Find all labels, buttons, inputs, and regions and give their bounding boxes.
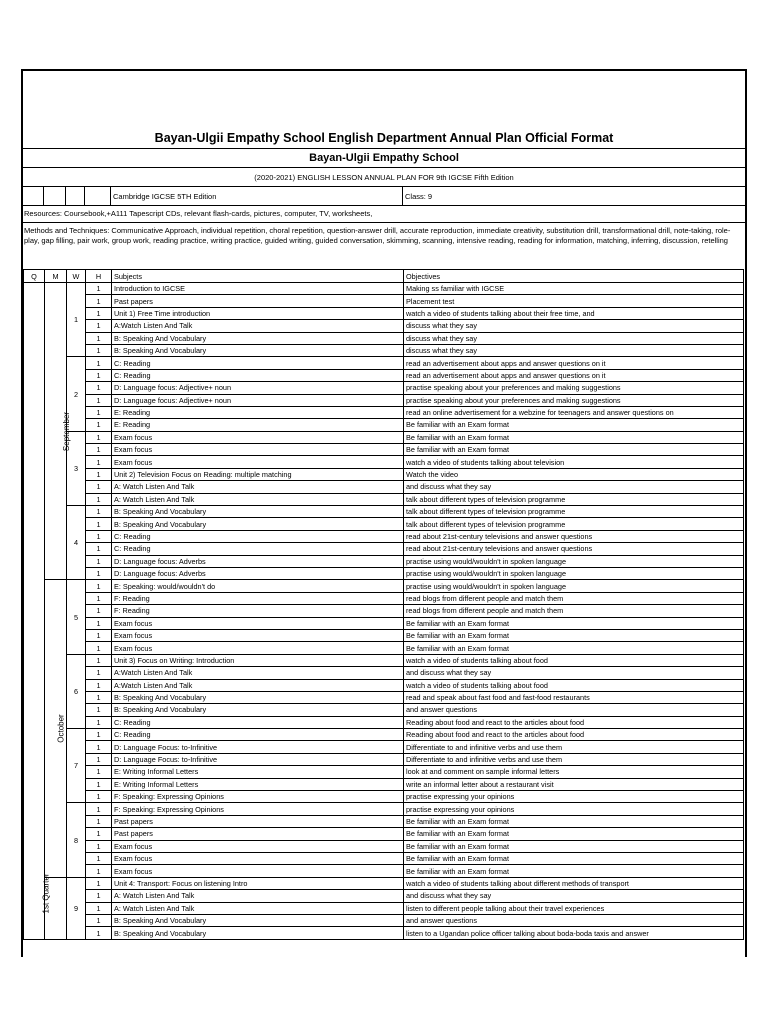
school-name: Bayan-Ulgii Empathy School [309, 152, 459, 164]
table-row [24, 320, 744, 332]
subject-cell: C: Reading [112, 716, 404, 728]
subject-cell: B: Speaking And Vocabulary [112, 704, 404, 716]
hours-cell: 1 [86, 654, 112, 666]
subject-cell: D: Language focus: Adverbs [112, 567, 404, 579]
quarter-label: 1st Quarter [41, 873, 51, 914]
table-row [24, 828, 744, 840]
hours-cell: 1 [86, 493, 112, 505]
table-row [24, 605, 744, 617]
table-row [24, 778, 744, 790]
objective-cell: read about 21st-century televisions and answer questions [404, 543, 744, 555]
table-row [24, 852, 744, 864]
objective-cell: Reading about food and react to the articles about food [404, 716, 744, 728]
subject-cell: D: Language focus: Adjective+ noun [112, 382, 404, 394]
subject-cell: Unit 4: Transport: Focus on listening Intro [112, 877, 404, 889]
month-label: September [62, 411, 72, 451]
hours-cell: 1 [86, 840, 112, 852]
table-row [24, 431, 744, 443]
table-row [24, 753, 744, 765]
header-week: W [67, 270, 86, 283]
table-row [24, 344, 744, 356]
objective-cell: practise using would/wouldn't in spoken language [404, 567, 744, 579]
subject-cell: Unit 1) Free Time introduction [112, 307, 404, 319]
objective-cell: watch a video of students talking about different methods of transport [404, 877, 744, 889]
subject-cell: E: Writing Informal Letters [112, 778, 404, 790]
hours-cell: 1 [86, 369, 112, 381]
hours-cell: 1 [86, 344, 112, 356]
table-row [24, 729, 744, 741]
subject-cell: D: Language Focus: to-Infinitive [112, 741, 404, 753]
objective-cell: Be familiar with an Exam format [404, 431, 744, 443]
annual-plan-table [23, 269, 744, 940]
subject-cell: Exam focus [112, 629, 404, 641]
objective-cell: listen to a Ugandan police officer talking about boda-boda taxis and answer [404, 927, 744, 939]
subject-cell: Exam focus [112, 617, 404, 629]
objective-cell: look at and comment on sample informal letters [404, 766, 744, 778]
table-row [24, 283, 744, 295]
header-quarter: Q [24, 270, 45, 283]
table-row [24, 468, 744, 480]
divider [23, 222, 745, 223]
table-row [24, 642, 744, 654]
objective-cell: Watch the video [404, 468, 744, 480]
subject-cell: Exam focus [112, 456, 404, 468]
objective-cell: read blogs from different people and match them [404, 592, 744, 604]
table-row [24, 295, 744, 307]
objective-cell: Be familiar with an Exam format [404, 617, 744, 629]
subject-cell: D: Language Focus: to-Infinitive [112, 753, 404, 765]
objective-cell: and answer questions [404, 704, 744, 716]
subject-cell: Exam focus [112, 444, 404, 456]
subject-cell: Exam focus [112, 852, 404, 864]
hours-cell: 1 [86, 382, 112, 394]
subject-cell: Unit 2) Television Focus on Reading: multiple matching [112, 468, 404, 480]
table-row [24, 654, 744, 666]
objective-cell: and discuss what they say [404, 481, 744, 493]
table-row [24, 307, 744, 319]
month-cell [45, 580, 67, 877]
objective-cell: read about 21st-century televisions and answer questions [404, 530, 744, 542]
subject-cell: Exam focus [112, 840, 404, 852]
subject-cell: Exam focus [112, 865, 404, 877]
week-cell: 3 [67, 431, 86, 505]
objective-cell: practise speaking about your preferences and making suggestions [404, 382, 744, 394]
hours-cell: 1 [86, 803, 112, 815]
table-row [24, 567, 744, 579]
table-row [24, 555, 744, 567]
objective-cell: read blogs from different people and match them [404, 605, 744, 617]
objective-cell: Be familiar with an Exam format [404, 815, 744, 827]
table-row [24, 481, 744, 493]
table-row [24, 543, 744, 555]
hours-cell: 1 [86, 543, 112, 555]
class-label: Class: 9 [405, 192, 433, 201]
header-objectives: Objectives [404, 270, 744, 283]
objective-cell: Be familiar with an Exam format [404, 444, 744, 456]
hours-cell: 1 [86, 605, 112, 617]
subject-cell: E: Speaking: would/wouldn't do [112, 580, 404, 592]
objective-cell: read and speak about fast food and fast-food restaurants [404, 691, 744, 703]
divider [23, 205, 745, 206]
hours-cell: 1 [86, 481, 112, 493]
grid-line [402, 187, 403, 206]
subject-cell: C: Reading [112, 729, 404, 741]
objective-cell: discuss what they say [404, 320, 744, 332]
objective-cell: Reading about food and react to the articles about food [404, 729, 744, 741]
subject-cell: F: Reading [112, 605, 404, 617]
table-row [24, 332, 744, 344]
subject-cell: B: Speaking And Vocabulary [112, 518, 404, 530]
hours-cell: 1 [86, 431, 112, 443]
objective-cell: practise speaking about your preferences and making suggestions [404, 394, 744, 406]
grid-line [43, 187, 44, 206]
objective-cell: discuss what they say [404, 344, 744, 356]
hours-cell: 1 [86, 406, 112, 418]
header-month: M [45, 270, 67, 283]
header-subjects: Subjects [112, 270, 404, 283]
objective-cell: read an advertisement about apps and answer questions on it [404, 369, 744, 381]
hours-cell: 1 [86, 667, 112, 679]
hours-cell: 1 [86, 914, 112, 926]
objective-cell: Making ss familiar with IGCSE [404, 283, 744, 295]
hours-cell: 1 [86, 815, 112, 827]
grid-line [84, 187, 85, 206]
subject-cell: C: Reading [112, 530, 404, 542]
subject-cell: Exam focus [112, 642, 404, 654]
hours-cell: 1 [86, 877, 112, 889]
table-row [24, 506, 744, 518]
table-row [24, 815, 744, 827]
table-row [24, 890, 744, 902]
table-row [24, 530, 744, 542]
week-cell: 6 [67, 654, 86, 728]
table-row [24, 877, 744, 889]
methods-techniques: Methods and Techniques: Communicative Approach, individual repetition, choral repetition, question-answer drill, accurate reproduction, immediate creativity, substitution drill, transformational drill, note-taking, role-play, gap filling, pair work, group work, reading practice, writing practice, guided writing, guided conversation, skimming, scanning, intensive reading, reading for information, matching, inferring, discussion, retelling [24, 226, 731, 245]
subject-cell: Past papers [112, 815, 404, 827]
subject-cell: Introduction to IGCSE [112, 283, 404, 295]
table-row [24, 357, 744, 369]
subject-cell: B: Speaking And Vocabulary [112, 914, 404, 926]
hours-cell: 1 [86, 580, 112, 592]
month-cell [45, 283, 72, 580]
objective-cell: listen to different people talking about their travel experiences [404, 902, 744, 914]
table-row [24, 716, 744, 728]
objective-cell: and discuss what they say [404, 890, 744, 902]
hours-cell: 1 [86, 865, 112, 877]
objective-cell: Be familiar with an Exam format [404, 852, 744, 864]
plan-period: (2020-2021) ENGLISH LESSON ANNUAL PLAN FOR 9th IGCSE Fifth Edition [254, 173, 514, 182]
hours-cell: 1 [86, 332, 112, 344]
table-row [24, 865, 744, 877]
hours-cell: 1 [86, 394, 112, 406]
hours-cell: 1 [86, 617, 112, 629]
subject-cell: F: Speaking: Expressing Opinions [112, 803, 404, 815]
hours-cell: 1 [86, 679, 112, 691]
subject-cell: Exam focus [112, 431, 404, 443]
table-row [24, 617, 744, 629]
objective-cell: watch a video of students talking about television [404, 456, 744, 468]
table-row [24, 927, 744, 939]
hours-cell: 1 [86, 518, 112, 530]
table-row [24, 629, 744, 641]
hours-cell: 1 [86, 283, 112, 295]
table-row [24, 741, 744, 753]
subject-cell: Past papers [112, 828, 404, 840]
week-cell: 9 [67, 877, 86, 939]
objective-cell: watch a video of students talking about food [404, 679, 744, 691]
subject-cell: F: Speaking: Expressing Opinions [112, 791, 404, 803]
week-cell: 2 [67, 357, 86, 431]
hours-cell: 1 [86, 642, 112, 654]
objective-cell: practise using would/wouldn't in spoken language [404, 555, 744, 567]
objective-cell: Be familiar with an Exam format [404, 865, 744, 877]
hours-cell: 1 [86, 691, 112, 703]
table-row [24, 803, 744, 815]
subject-cell: E: Reading [112, 419, 404, 431]
hours-cell: 1 [86, 506, 112, 518]
objective-cell: read an online advertisement for a webzine for teenagers and answer questions on [404, 406, 744, 418]
hours-cell: 1 [86, 766, 112, 778]
week-cell: 1 [67, 283, 86, 357]
objective-cell: practise expressing your opinions [404, 803, 744, 815]
grid-line [65, 187, 66, 206]
hours-cell: 1 [86, 555, 112, 567]
resources: Resources: Coursebook,+A111 Tapescript CDs, relevant flash-cards, pictures, computer, TV, worksheets, [24, 209, 373, 218]
table-header-row [24, 270, 744, 283]
hours-cell: 1 [86, 530, 112, 542]
subject-cell: A:Watch Listen And Talk [112, 679, 404, 691]
week-cell: 4 [67, 506, 86, 580]
objective-cell: practise expressing your opinions [404, 791, 744, 803]
month-label: October [56, 714, 66, 743]
table-row [24, 766, 744, 778]
objective-cell: Be familiar with an Exam format [404, 828, 744, 840]
subject-cell: B: Speaking And Vocabulary [112, 506, 404, 518]
subject-cell: E: Writing Informal Letters [112, 766, 404, 778]
objective-cell: Be familiar with an Exam format [404, 629, 744, 641]
objective-cell: and discuss what they say [404, 667, 744, 679]
objective-cell: talk about different types of television programme [404, 506, 744, 518]
objective-cell: Differentiate to and infinitive verbs and use them [404, 753, 744, 765]
subject-cell: C: Reading [112, 543, 404, 555]
objective-cell: talk about different types of television programme [404, 493, 744, 505]
week-cell: 5 [67, 580, 86, 654]
table-row [24, 691, 744, 703]
objective-cell: Differentiate to and infinitive verbs and use them [404, 741, 744, 753]
header-hours: H [86, 270, 112, 283]
objective-cell: read an advertisement about apps and answer questions on it [404, 357, 744, 369]
hours-cell: 1 [86, 704, 112, 716]
objective-cell: discuss what they say [404, 332, 744, 344]
hours-cell: 1 [86, 753, 112, 765]
table-row [24, 493, 744, 505]
subject-cell: A: Watch Listen And Talk [112, 481, 404, 493]
hours-cell: 1 [86, 592, 112, 604]
objective-cell: Be familiar with an Exam format [404, 642, 744, 654]
objective-cell: Be familiar with an Exam format [404, 840, 744, 852]
hours-cell: 1 [86, 419, 112, 431]
hours-cell: 1 [86, 456, 112, 468]
subject-cell: Unit 3) Focus on Writing: Introduction [112, 654, 404, 666]
subject-cell: D: Language focus: Adjective+ noun [112, 394, 404, 406]
subject-cell: A:Watch Listen And Talk [112, 667, 404, 679]
hours-cell: 1 [86, 567, 112, 579]
objective-cell: practise using would/wouldn't in spoken language [404, 580, 744, 592]
table-row [24, 667, 744, 679]
subject-cell: Past papers [112, 295, 404, 307]
table-row [24, 592, 744, 604]
subject-cell: B: Speaking And Vocabulary [112, 927, 404, 939]
textbook-edition: Cambridge IGCSE 5TH Edition [113, 192, 217, 201]
table-row [24, 902, 744, 914]
hours-cell: 1 [86, 468, 112, 480]
table-row [24, 382, 744, 394]
quarter-cell [24, 283, 51, 940]
table-row [24, 791, 744, 803]
table-row [24, 704, 744, 716]
subject-cell: E: Reading [112, 406, 404, 418]
subject-cell: C: Reading [112, 369, 404, 381]
table-row [24, 518, 744, 530]
objective-cell: and answer questions [404, 914, 744, 926]
table-row [24, 456, 744, 468]
table-row [24, 580, 744, 592]
table-row [24, 394, 744, 406]
hours-cell: 1 [86, 320, 112, 332]
week-cell: 7 [67, 729, 86, 803]
hours-cell: 1 [86, 791, 112, 803]
subject-cell: A: Watch Listen And Talk [112, 493, 404, 505]
hours-cell: 1 [86, 828, 112, 840]
grid-line [110, 187, 111, 206]
hours-cell: 1 [86, 295, 112, 307]
subject-cell: B: Speaking And Vocabulary [112, 691, 404, 703]
divider [23, 186, 745, 187]
subject-cell: A:Watch Listen And Talk [112, 320, 404, 332]
hours-cell: 1 [86, 444, 112, 456]
week-cell: 8 [67, 803, 86, 877]
objective-cell: watch a video of students talking about their free time, and [404, 307, 744, 319]
table-row [24, 419, 744, 431]
hours-cell: 1 [86, 852, 112, 864]
objective-cell: Placement test [404, 295, 744, 307]
objective-cell: write an informal letter about a restaurant visit [404, 778, 744, 790]
subject-cell: F: Reading [112, 592, 404, 604]
table-row [24, 369, 744, 381]
hours-cell: 1 [86, 741, 112, 753]
table-row [24, 679, 744, 691]
hours-cell: 1 [86, 890, 112, 902]
hours-cell: 1 [86, 629, 112, 641]
subject-cell: B: Speaking And Vocabulary [112, 332, 404, 344]
hours-cell: 1 [86, 927, 112, 939]
hours-cell: 1 [86, 902, 112, 914]
objective-cell: Be familiar with an Exam format [404, 419, 744, 431]
objective-cell: talk about different types of television programme [404, 518, 744, 530]
table-row [24, 444, 744, 456]
subject-cell: D: Language focus: Adverbs [112, 555, 404, 567]
hours-cell: 1 [86, 778, 112, 790]
subject-cell: C: Reading [112, 357, 404, 369]
subject-cell: A: Watch Listen And Talk [112, 902, 404, 914]
hours-cell: 1 [86, 307, 112, 319]
lesson-plan-sheet [21, 69, 747, 957]
table-row [24, 406, 744, 418]
objective-cell: watch a video of students talking about food [404, 654, 744, 666]
hours-cell: 1 [86, 729, 112, 741]
hours-cell: 1 [86, 716, 112, 728]
subject-cell: A: Watch Listen And Talk [112, 890, 404, 902]
table-row [24, 914, 744, 926]
table-row [24, 840, 744, 852]
hours-cell: 1 [86, 357, 112, 369]
subject-cell: B: Speaking And Vocabulary [112, 344, 404, 356]
document-title: Bayan-Ulgii Empathy School English Department Annual Plan Official Format [154, 131, 614, 145]
